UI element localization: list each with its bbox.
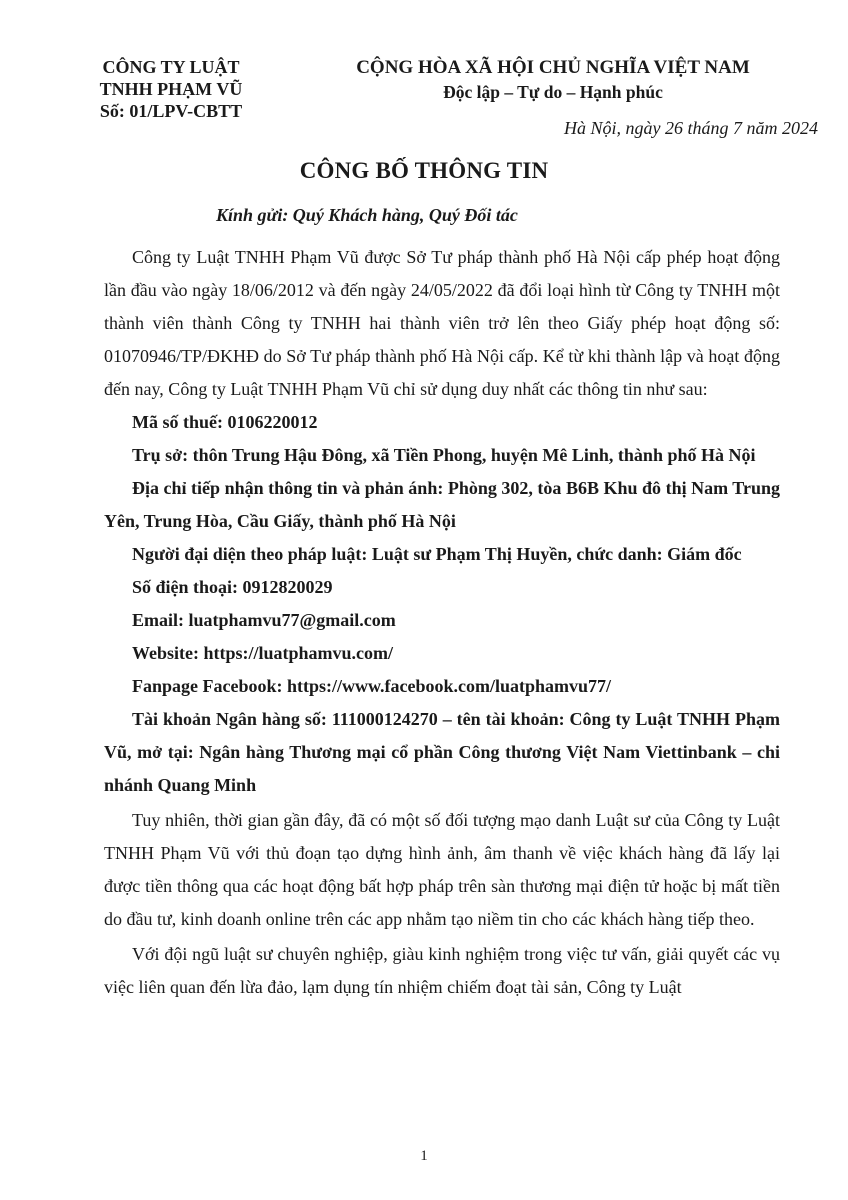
document-date: Hà Nội, ngày 26 tháng 7 năm 2024 — [564, 118, 818, 138]
org-name-line2: TNHH PHẠM VŨ — [99, 79, 243, 99]
contact-address: Địa chỉ tiếp nhận thông tin và phản ánh: Phòng 302, tòa B6B Khu đô thị Nam Trung Yên, Trung Hòa, Cầu Giấy, thành phố Hà Nội — [104, 478, 780, 531]
recipient-line: Kính gửi: Quý Khách hàng, Quý Đối tác — [216, 205, 518, 225]
organization-header — [78, 56, 264, 122]
nation-title: CỘNG HÒA XÃ HỘI CHỦ NGHĨA VIỆT NAM — [356, 57, 750, 78]
facebook-fanpage: Fanpage Facebook: https://www.facebook.com/luatphamvu77/ — [132, 676, 612, 696]
document-title: CÔNG BỐ THÔNG TIN — [299, 158, 549, 183]
website-url: Website: https://luatphamvu.com/ — [132, 643, 394, 663]
services-paragraph: Với đội ngũ luật sư chuyên nghiệp, giàu kinh nghiệm trong việc tư vấn, giải quyết các vụ việc liên quan đến lừa đảo, lạm dụng tín nhiệm chiếm đoạt tài sản, Công ty Luật — [104, 944, 780, 997]
national-header — [318, 56, 788, 104]
org-name-line1: CÔNG TY LUẬT — [102, 57, 240, 77]
legal-representative: Người đại diện theo pháp luật: Luật sư Phạm Thị Huyền, chức danh: Giám đốc — [132, 544, 742, 564]
document-number: Số: 01/LPV-CBTT — [99, 101, 243, 121]
page-number: 1 — [420, 1148, 428, 1164]
bank-account: Tài khoản Ngân hàng số: 111000124270 – tên tài khoản: Công ty Luật TNHH Phạm Vũ, mở tại: Ngân hàng Thương mại cổ phần Công thương Việt Nam Viettinbank – chi nhánh Quang Minh — [104, 709, 780, 795]
email-address: Email: luatphamvu77@gmail.com — [132, 610, 396, 630]
intro-paragraph: Công ty Luật TNHH Phạm Vũ được Sở Tư pháp thành phố Hà Nội cấp phép hoạt động lần đầu vào ngày 18/06/2012 và đến ngày 24/05/2022 đã đổi loại hình từ Công ty TNHH một thành viên thành Công ty TNHH hai thành viên trở lên theo Giấy phép hoạt động số: 01070946/TP/ĐKHĐ do Sở Tư pháp thành phố Hà Nội cấp. Kể từ khi thành lập và hoạt động đến nay, Công ty Luật TNHH Phạm Vũ chỉ sử dụng duy nhất các thông tin như sau: — [104, 247, 780, 399]
phone-number: Số điện thoại: 0912820029 — [132, 577, 333, 597]
national-motto: Độc lập – Tự do – Hạnh phúc — [443, 82, 663, 102]
tax-code: Mã số thuế: 0106220012 — [132, 412, 318, 432]
head-office: Trụ sở: thôn Trung Hậu Đông, xã Tiền Phong, huyện Mê Linh, thành phố Hà Nội — [132, 445, 756, 465]
document-body — [104, 241, 780, 1004]
warning-paragraph: Tuy nhiên, thời gian gần đây, đã có một số đối tượng mạo danh Luật sư của Công ty Luật TNHH Phạm Vũ với thủ đoạn tạo dựng hình ảnh, âm thanh về việc khách hàng đã lấy lại được tiền thông qua các hoạt động bất hợp pháp trên sàn thương mại điện tử hoặc bị mất tiền do đầu tư, kinh doanh online trên các app nhằm tạo niềm tin cho các khách hàng tiếp theo. — [104, 810, 780, 929]
